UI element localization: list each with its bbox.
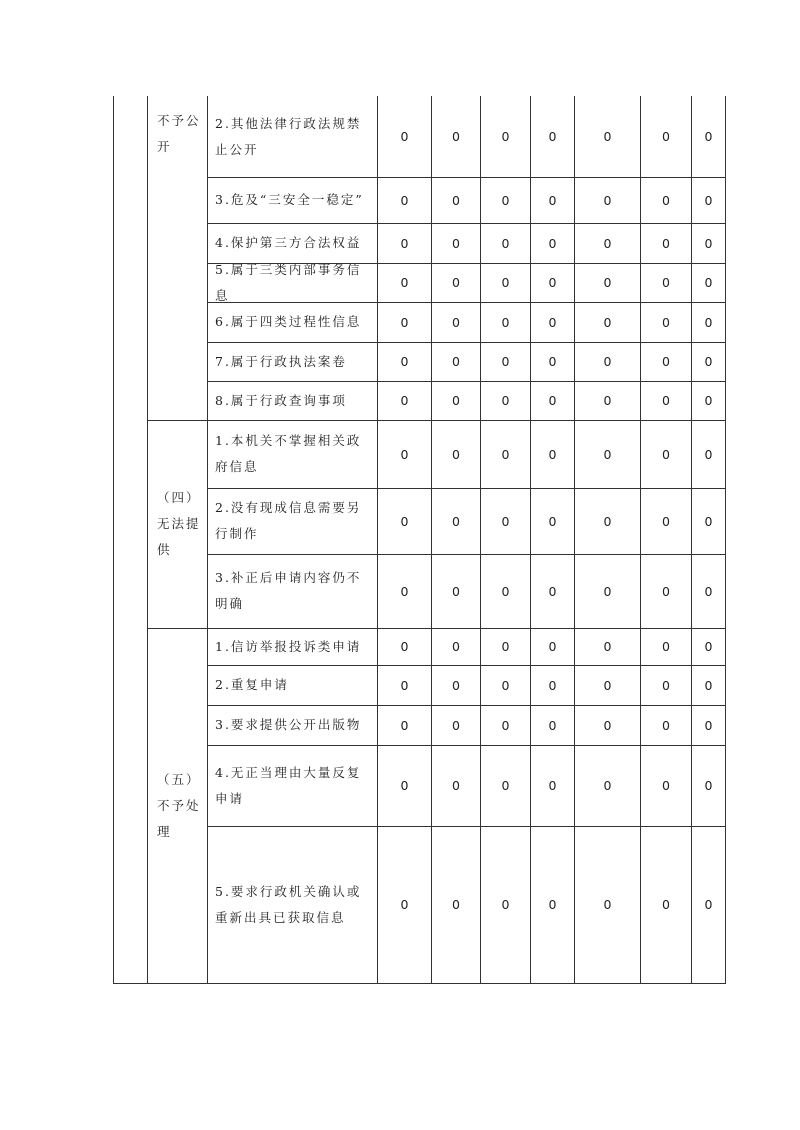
item-label xyxy=(208,420,377,488)
item-label-text: 5.属于三类内部事务信息 xyxy=(215,261,362,303)
count-cell: 0 xyxy=(501,235,510,251)
item-label xyxy=(208,177,377,223)
count-cell: 0 xyxy=(501,192,510,208)
item-label-text: 2.没有现成信息需要另行制作 xyxy=(215,500,362,541)
count-cell: 0 xyxy=(662,778,670,793)
item-label xyxy=(208,488,377,554)
count-cell: 0 xyxy=(400,192,409,208)
count-cell: 0 xyxy=(603,314,612,330)
count-cell: 0 xyxy=(400,897,409,912)
count-cell: 0 xyxy=(704,717,713,733)
count-cell: 0 xyxy=(548,717,557,733)
item-label xyxy=(208,381,377,420)
item-label-text: 2.重复申请 xyxy=(215,677,289,692)
count-cell: 0 xyxy=(704,677,713,693)
count-cell: 0 xyxy=(603,129,612,144)
count-cell: 0 xyxy=(662,192,670,208)
item-label-text: 8.属于行政查询事项 xyxy=(215,392,347,408)
count-cell: 0 xyxy=(452,639,460,654)
category-label-text: （四）无法提供 xyxy=(157,490,201,557)
count-cell: 0 xyxy=(704,639,713,654)
count-cell: 0 xyxy=(603,275,612,290)
count-cell: 0 xyxy=(452,677,460,693)
count-cell: 0 xyxy=(603,897,612,912)
count-cell: 0 xyxy=(662,235,670,251)
count-cell: 0 xyxy=(452,354,460,369)
count-cell: 0 xyxy=(548,235,557,251)
item-label xyxy=(208,96,377,177)
count-cell: 0 xyxy=(501,354,510,369)
item-label-text: 4.无正当理由大量反复申请 xyxy=(215,764,362,806)
count-cell: 0 xyxy=(548,192,557,208)
count-cell: 0 xyxy=(662,513,670,529)
count-cell: 0 xyxy=(400,354,409,369)
count-cell: 0 xyxy=(400,639,409,654)
count-cell: 0 xyxy=(603,639,612,654)
count-cell: 0 xyxy=(548,639,557,654)
count-cell: 0 xyxy=(452,583,460,599)
item-label-text: 5.要求行政机关确认或重新出具已获取信息 xyxy=(215,883,362,925)
count-cell: 0 xyxy=(662,677,670,693)
count-cell: 0 xyxy=(548,513,557,529)
count-cell: 0 xyxy=(501,275,510,290)
count-cell: 0 xyxy=(400,717,409,733)
count-cell: 0 xyxy=(501,446,510,462)
count-cell: 0 xyxy=(548,677,557,693)
count-cell: 0 xyxy=(501,583,510,599)
count-cell: 0 xyxy=(548,446,557,462)
count-cell: 0 xyxy=(662,354,670,369)
count-cell: 0 xyxy=(501,897,510,912)
statistics-table xyxy=(113,96,725,983)
item-label-text: 2.其他法律行政法规禁止公开 xyxy=(215,115,362,157)
count-cell: 0 xyxy=(501,639,510,654)
count-cell: 0 xyxy=(548,583,557,599)
count-cell: 0 xyxy=(662,314,670,330)
count-cell: 0 xyxy=(704,314,713,330)
count-cell: 0 xyxy=(400,446,409,462)
count-cell: 0 xyxy=(603,393,612,408)
count-cell: 0 xyxy=(662,446,670,462)
item-label-text: 3.危及“三安全一稳定” xyxy=(215,192,364,207)
count-cell: 0 xyxy=(662,129,670,144)
count-cell: 0 xyxy=(452,235,460,251)
count-cell: 0 xyxy=(603,513,612,529)
count-cell: 0 xyxy=(704,235,713,251)
category-label-text: 不予公开 xyxy=(157,113,201,154)
count-cell: 0 xyxy=(603,677,612,693)
item-label xyxy=(208,745,377,826)
table-bottom-rule xyxy=(113,983,726,984)
count-cell: 0 xyxy=(662,583,670,599)
count-cell: 0 xyxy=(548,897,557,912)
count-cell: 0 xyxy=(400,583,409,599)
category-label xyxy=(148,628,207,983)
count-cell: 0 xyxy=(704,778,713,793)
count-cell: 0 xyxy=(662,275,670,290)
count-cell: 0 xyxy=(704,393,713,408)
count-cell: 0 xyxy=(662,393,670,408)
count-cell: 0 xyxy=(704,583,713,599)
count-cell: 0 xyxy=(501,677,510,693)
count-cell: 0 xyxy=(662,717,670,733)
count-cell: 0 xyxy=(548,778,557,793)
item-label-text: 7.属于行政执法案卷 xyxy=(215,353,347,369)
item-label xyxy=(208,628,377,665)
item-label xyxy=(208,263,377,302)
count-cell: 0 xyxy=(704,129,713,144)
count-cell: 0 xyxy=(704,354,713,369)
count-cell: 0 xyxy=(452,192,460,208)
item-label-text: 4.保护第三方合法权益 xyxy=(215,235,362,250)
count-cell: 0 xyxy=(452,717,460,733)
item-label-text: 6.属于四类过程性信息 xyxy=(215,314,362,329)
count-cell: 0 xyxy=(452,275,460,290)
count-cell: 0 xyxy=(452,314,460,330)
count-cell: 0 xyxy=(548,354,557,369)
count-cell: 0 xyxy=(501,129,510,144)
count-cell: 0 xyxy=(501,393,510,408)
item-label xyxy=(208,302,377,342)
count-cell: 0 xyxy=(452,897,460,912)
count-cell: 0 xyxy=(603,192,612,208)
count-cell: 0 xyxy=(452,446,460,462)
count-cell: 0 xyxy=(704,192,713,208)
count-cell: 0 xyxy=(400,393,409,408)
table-column-rule xyxy=(725,96,726,983)
count-cell: 0 xyxy=(603,235,612,251)
item-label-text: 3.补正后申请内容仍不明确 xyxy=(215,570,362,611)
item-label xyxy=(208,705,377,745)
count-cell: 0 xyxy=(603,583,612,599)
count-cell: 0 xyxy=(704,446,713,462)
count-cell: 0 xyxy=(452,129,460,144)
count-cell: 0 xyxy=(501,778,510,793)
count-cell: 0 xyxy=(662,897,670,912)
count-cell: 0 xyxy=(400,129,409,144)
item-label xyxy=(208,665,377,705)
count-cell: 0 xyxy=(501,513,510,529)
count-cell: 0 xyxy=(662,639,670,654)
count-cell: 0 xyxy=(452,778,460,793)
count-cell: 0 xyxy=(704,275,713,290)
category-label-text: （五）不予处理 xyxy=(157,771,201,839)
count-cell: 0 xyxy=(548,393,557,408)
count-cell: 0 xyxy=(704,513,713,529)
count-cell: 0 xyxy=(603,717,612,733)
count-cell: 0 xyxy=(548,129,557,144)
count-cell: 0 xyxy=(704,897,713,912)
count-cell: 0 xyxy=(548,275,557,290)
count-cell: 0 xyxy=(501,314,510,330)
category-label xyxy=(148,96,207,420)
count-cell: 0 xyxy=(452,393,460,408)
item-label-text: 3.要求提供公开出版物 xyxy=(215,717,362,732)
count-cell: 0 xyxy=(400,778,409,793)
item-label-text: 1.本机关不掌握相关政府信息 xyxy=(215,433,362,474)
count-cell: 0 xyxy=(501,717,510,733)
item-label xyxy=(208,342,377,381)
item-label xyxy=(208,554,377,628)
count-cell: 0 xyxy=(400,677,409,693)
item-label xyxy=(208,826,377,983)
count-cell: 0 xyxy=(400,314,409,330)
count-cell: 0 xyxy=(452,513,460,529)
category-label xyxy=(148,420,207,628)
count-cell: 0 xyxy=(400,275,409,290)
count-cell: 0 xyxy=(603,446,612,462)
count-cell: 0 xyxy=(603,778,612,793)
count-cell: 0 xyxy=(400,513,409,529)
table-column-rule xyxy=(113,96,114,983)
item-label-text: 1.信访举报投诉类申请 xyxy=(215,638,362,654)
count-cell: 0 xyxy=(548,314,557,330)
count-cell: 0 xyxy=(603,354,612,369)
count-cell: 0 xyxy=(400,235,409,251)
